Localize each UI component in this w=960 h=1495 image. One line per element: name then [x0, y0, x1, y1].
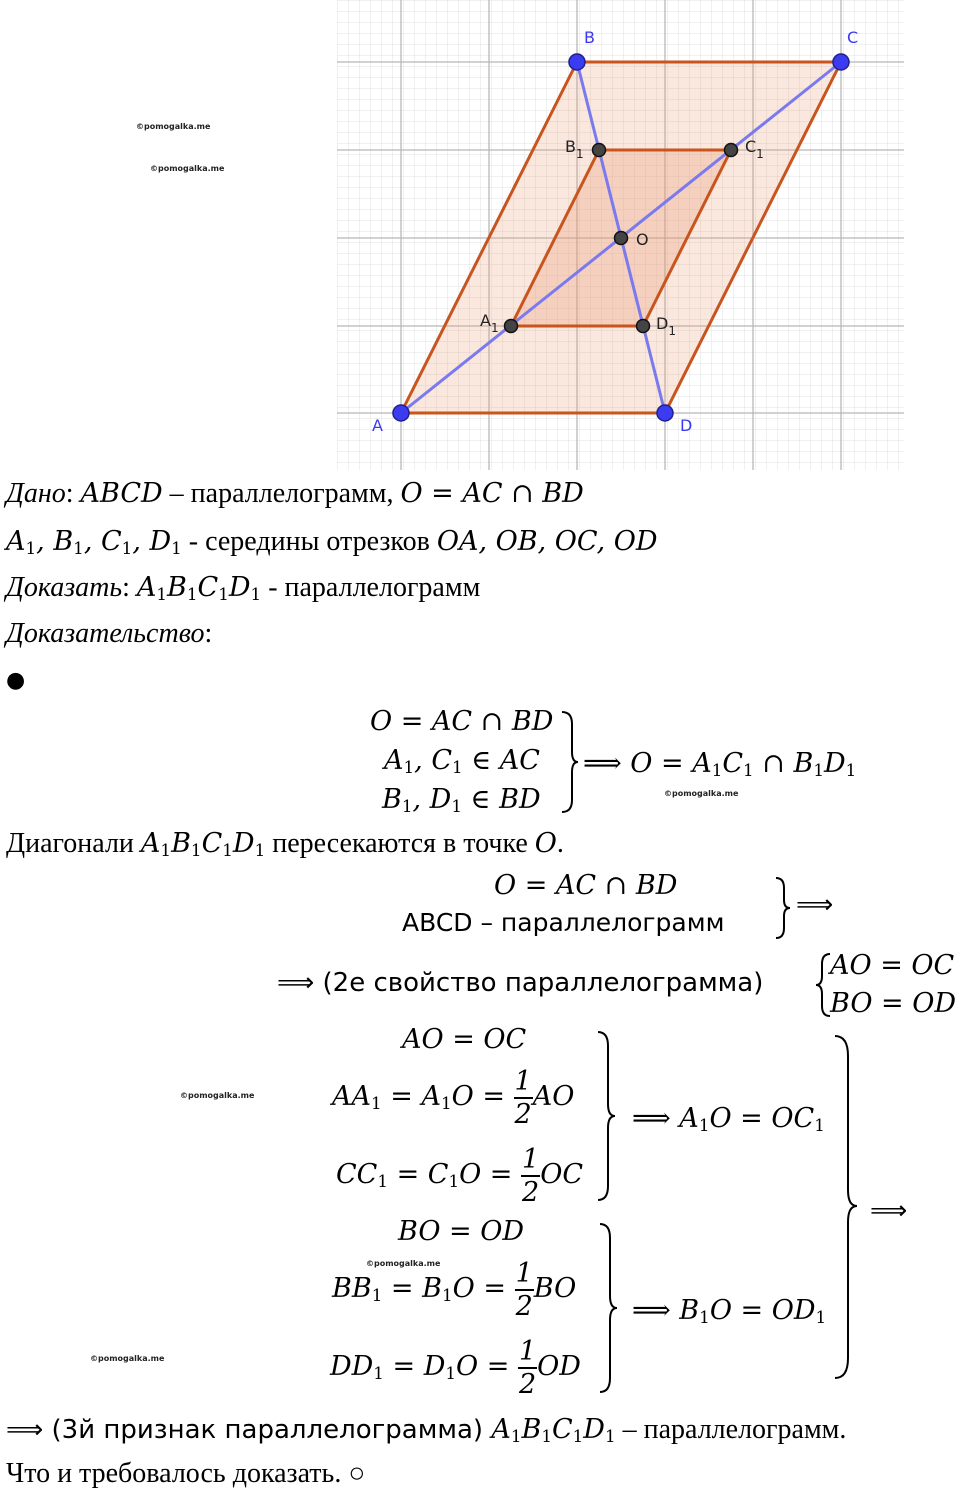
point-a1 [505, 320, 518, 333]
system1-line3: $B_1$, $D_1$ ∈ BD [382, 784, 541, 817]
watermark: ©pomogalka.me [180, 1091, 255, 1100]
block-bb1: $BB_1 = B_1O$ = $\frac{1}{2}$ BO [332, 1257, 577, 1322]
given-label: Дано [6, 478, 66, 509]
point-a [393, 405, 409, 421]
midpoints-line [6, 526, 658, 558]
watermark: ©pomogalka.me [90, 1354, 165, 1363]
big-brace [832, 1034, 860, 1382]
label-c1: $C_1$ [745, 137, 764, 161]
block-cc1: $CC_1 = C_1O$ = $\frac{1}{2}$ OC [336, 1143, 584, 1208]
property-eq2: BO = OD [830, 988, 957, 1019]
system1-brace [560, 710, 580, 814]
proof-line: Доказательство: [6, 618, 213, 649]
point-d1 [637, 320, 650, 333]
prove-label: Доказать [6, 572, 123, 603]
system1-line2: $A_1$, $C_1$ ∈ AC [384, 745, 540, 778]
midpoints-text: - середины отрезков [181, 526, 437, 557]
property-eq1: AO = OC [830, 950, 955, 981]
midpoints-segments: OA, OB, OC, OD [436, 526, 658, 557]
given-text: – параллелограмм, [162, 478, 401, 509]
big-implies: ⟹ [870, 1196, 908, 1226]
property-brace [812, 952, 832, 1018]
given-o-eq: O = AC ∩ BD [400, 478, 584, 509]
conclusion-line: ⟹ (3й признак параллелограмма) $A_1B_1C_1D_1$ – параллелограмм. [6, 1414, 847, 1447]
given-abcd: ABCD [80, 478, 163, 509]
block-b-brace [598, 1222, 620, 1394]
diagonals-line: Диагонали $A_1B_1C_1D_1$ пересекаются в точке O. [6, 828, 564, 861]
block-a-result: ⟹ $A_1O = OC_1$ [632, 1103, 825, 1136]
label-a: A [372, 416, 383, 435]
point-c1 [725, 144, 738, 157]
system1-result: ⟹ $O = A_1C_1$ ∩ $B_1D_1$ [583, 748, 857, 781]
point-b1 [593, 144, 606, 157]
system2-line2: ABCD – параллелограмм [402, 908, 725, 937]
label-d1: $D_1$ [656, 314, 676, 338]
label-c: C [847, 28, 859, 47]
label-a1: $A_1$ [480, 311, 499, 335]
point-b [569, 54, 585, 70]
block-aa1: $AA_1 = A_1O$ = $\frac{1}{2}$ AO [332, 1065, 575, 1130]
label-d: D [680, 416, 693, 435]
system2-implies: ⟹ [796, 890, 834, 920]
given-line: Дано: ABCD – параллелограмм, O = AC ∩ BD [6, 478, 584, 509]
system2-line1: O = AC ∩ BD [494, 870, 678, 901]
label-o: O [636, 230, 649, 249]
watermark: ©pomogalka.me [664, 789, 739, 798]
proof-label: Доказательство [6, 618, 205, 649]
qed-line: Что и требовалось доказать. ○ [6, 1458, 366, 1489]
prove-line: Доказать: $A_1B_1C_1D_1$ - параллелограмм [6, 572, 481, 605]
block-ao-oc: AO = OC [402, 1024, 527, 1055]
block-bo-od: BO = OD [398, 1216, 525, 1247]
label-b: B [584, 28, 595, 47]
point-d [657, 405, 673, 421]
block-b-result: ⟹ $B_1O = OD_1$ [632, 1295, 827, 1328]
prove-text: - параллелограмм [261, 572, 481, 603]
label-b1: $B_1$ [565, 137, 584, 161]
bullet: ● [6, 668, 26, 693]
point-c [833, 54, 849, 70]
watermark: ©pomogalka.me [366, 1259, 441, 1268]
block-dd1: $DD_1 = D_1O$ = $\frac{1}{2}$ OD [330, 1335, 581, 1400]
system2-brace [774, 876, 794, 940]
midpoints-points: $A_1$, $B_1$, $C_1$, $D_1$ [6, 526, 182, 559]
system1-line1: O = AC ∩ BD [370, 706, 554, 737]
point-o [615, 232, 628, 245]
geometry-figure [0, 0, 960, 475]
watermark: ©pomogalka.me [136, 122, 211, 131]
watermark: ©pomogalka.me [150, 164, 225, 173]
block-a-brace [596, 1030, 618, 1202]
property-text: ⟹ (2е свойство параллелограмма) [277, 968, 764, 998]
